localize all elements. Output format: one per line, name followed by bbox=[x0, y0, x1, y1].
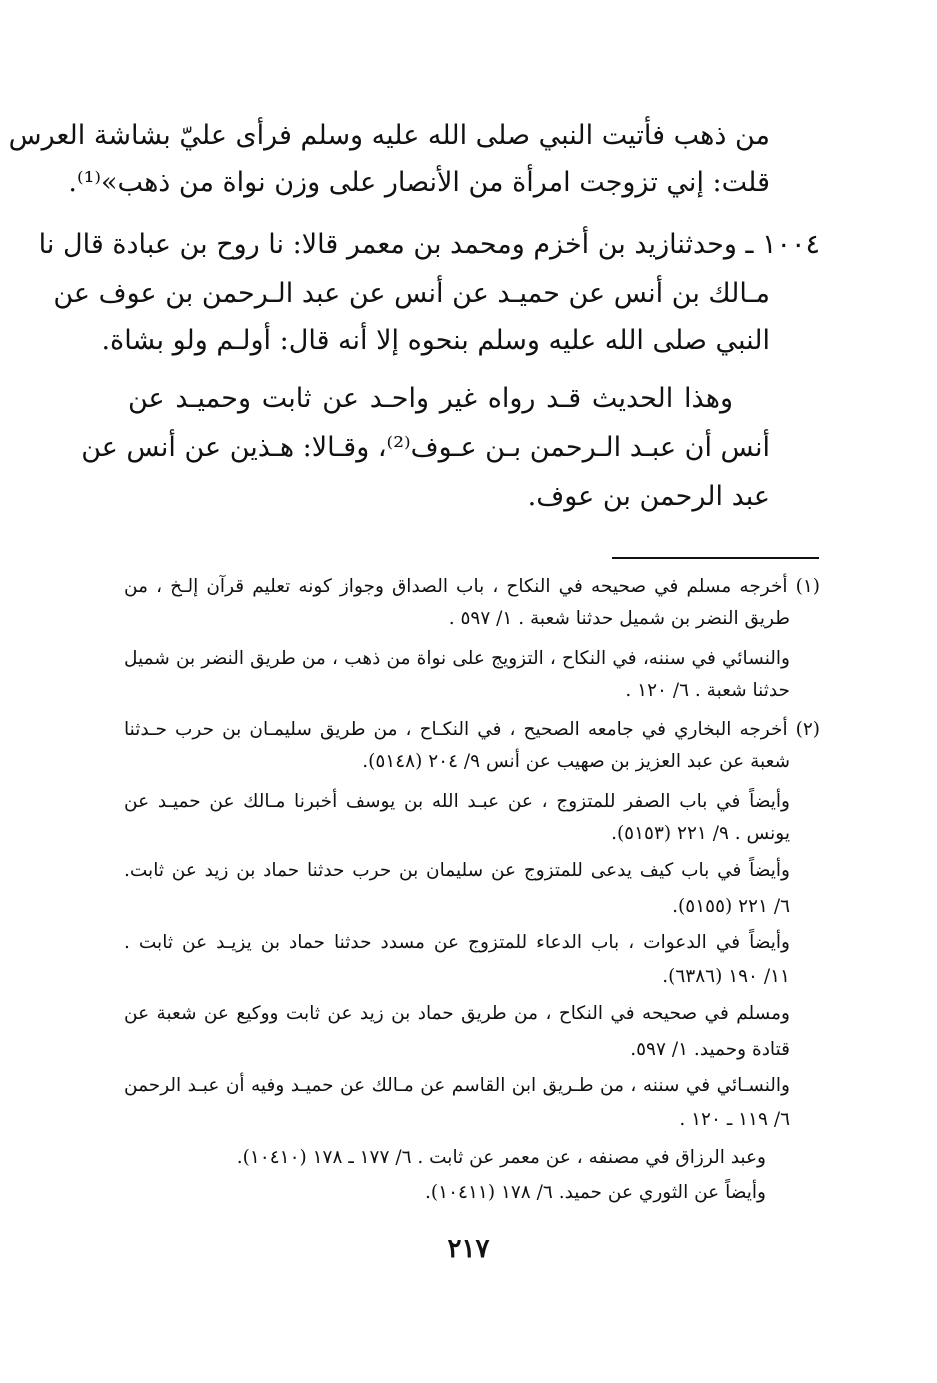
commentary-line: أنس أن عبـد الـرحمن بـن عـوف⁽²⁾، وقـالا: هـذين عن أنس عن bbox=[81, 432, 770, 463]
footnote-line: يونس . ٩/ ٢٢١ (٥١٥٣). bbox=[611, 823, 790, 844]
main-text-line: قلت: إني تزوجت امرأة من الأنصار على وزن نواة من ذهب»⁽¹⁾. bbox=[68, 167, 770, 198]
footnote-line: طريق النضر بن شميل حدثنا شعبة . ١/ ٥٩٧ . bbox=[448, 608, 790, 629]
footnote-line: شعبة عن عبد العزيز بن صهيب عن أنس ٩/ ٢٠٤ (٥١٤٨). bbox=[362, 751, 790, 772]
footnote-line: وأيضاً عن الثوري عن حميد. ٦/ ١٧٨ (١٠٤١١). bbox=[425, 1182, 766, 1203]
page-number: ٢١٧ bbox=[447, 1234, 490, 1264]
footnote-line: والنسائي في سننه، في النكاح ، التزويج على نواة من ذهب ، من طريق النضر بن شميل bbox=[124, 648, 790, 669]
commentary-line: عبد الرحمن بن عوف. bbox=[527, 481, 770, 512]
footnote-line: ٦/ ١١٩ ـ ١٢٠ . bbox=[679, 1109, 790, 1130]
footnote-line: حدثنا شعبة . ٦/ ١٢٠ . bbox=[625, 680, 790, 701]
footnote-line: والنسـائي في سننه ، من طـريق ابن القاسم عن مـالك عن حميـد وفيه أن عبـد الرحمن bbox=[124, 1075, 790, 1096]
footnote-line: وعبد الرزاق في مصنفه ، عن معمر عن ثابت . ٦/ ١٧٧ ـ ١٧٨ (١٠٤١٠). bbox=[236, 1147, 766, 1168]
footnote-line: قتادة وحميد. ١/ ٥٩٧. bbox=[630, 1039, 790, 1060]
commentary-line: وهذا الحديث قـد رواه غير واحـد عن ثابت وحميـد عن bbox=[128, 383, 733, 414]
main-text-line: من ذهب فأتيت النبي صلى الله عليه وسلم فرأى عليّ بشاشة العرس bbox=[8, 120, 770, 151]
footnote-line: (١) أخرجه مسلم في صحيحه في النكاح ، باب الصداق وجواز كونه تعليم قرآن إلـخ ، من bbox=[124, 576, 820, 597]
hadith-1004-line: ١٠٠٤ ـ وحدثنازيد بن أخزم ومحمد بن معمر قالا: نا روح بن عبادة قال نا bbox=[38, 229, 820, 260]
footnote-line: وأيضاً في باب كيف يدعى للمتزوج عن سليمان بن حرب حدثنا حماد بن زيد عن ثابت. bbox=[124, 860, 790, 881]
hadith-1004-line: مـالك بن أنس عن حميـد عن أنس عن عبد الـرحمن بن عوف عن bbox=[53, 278, 770, 309]
footnote-line: وأيضاً في الدعوات ، باب الدعاء للمتزوج عن مسدد حدثنا حماد بن يزيـد عن ثابت . bbox=[124, 932, 790, 953]
footnote-line: ومسلم في صحيحه في النكاح ، من طريق حماد بن زيد عن ثابت ووكيع عن شعبة عن bbox=[124, 1003, 790, 1024]
footnote-line: ٦/ ٢٢١ (٥١٥٥). bbox=[672, 896, 790, 917]
footnote-line: ١١/ ١٩٠ (٦٣٨٦). bbox=[662, 966, 790, 987]
footnote-line: وأيضاً في باب الصفر للمتزوج ، عن عبـد الله بن يوسف أخبرنا مـالك عن حميـد عن bbox=[124, 791, 790, 812]
footnote-line: (٢) أخرجه البخاري في جامعه الصحيح ، في النكـاح ، من طريق سليمـان بن حرب حـدثنا bbox=[124, 719, 820, 740]
hadith-1004-line: النبي صلى الله عليه وسلم بنحوه إلا أنه قال: أولـم ولو بشاة. bbox=[101, 325, 770, 356]
footnote-separator bbox=[612, 557, 819, 559]
